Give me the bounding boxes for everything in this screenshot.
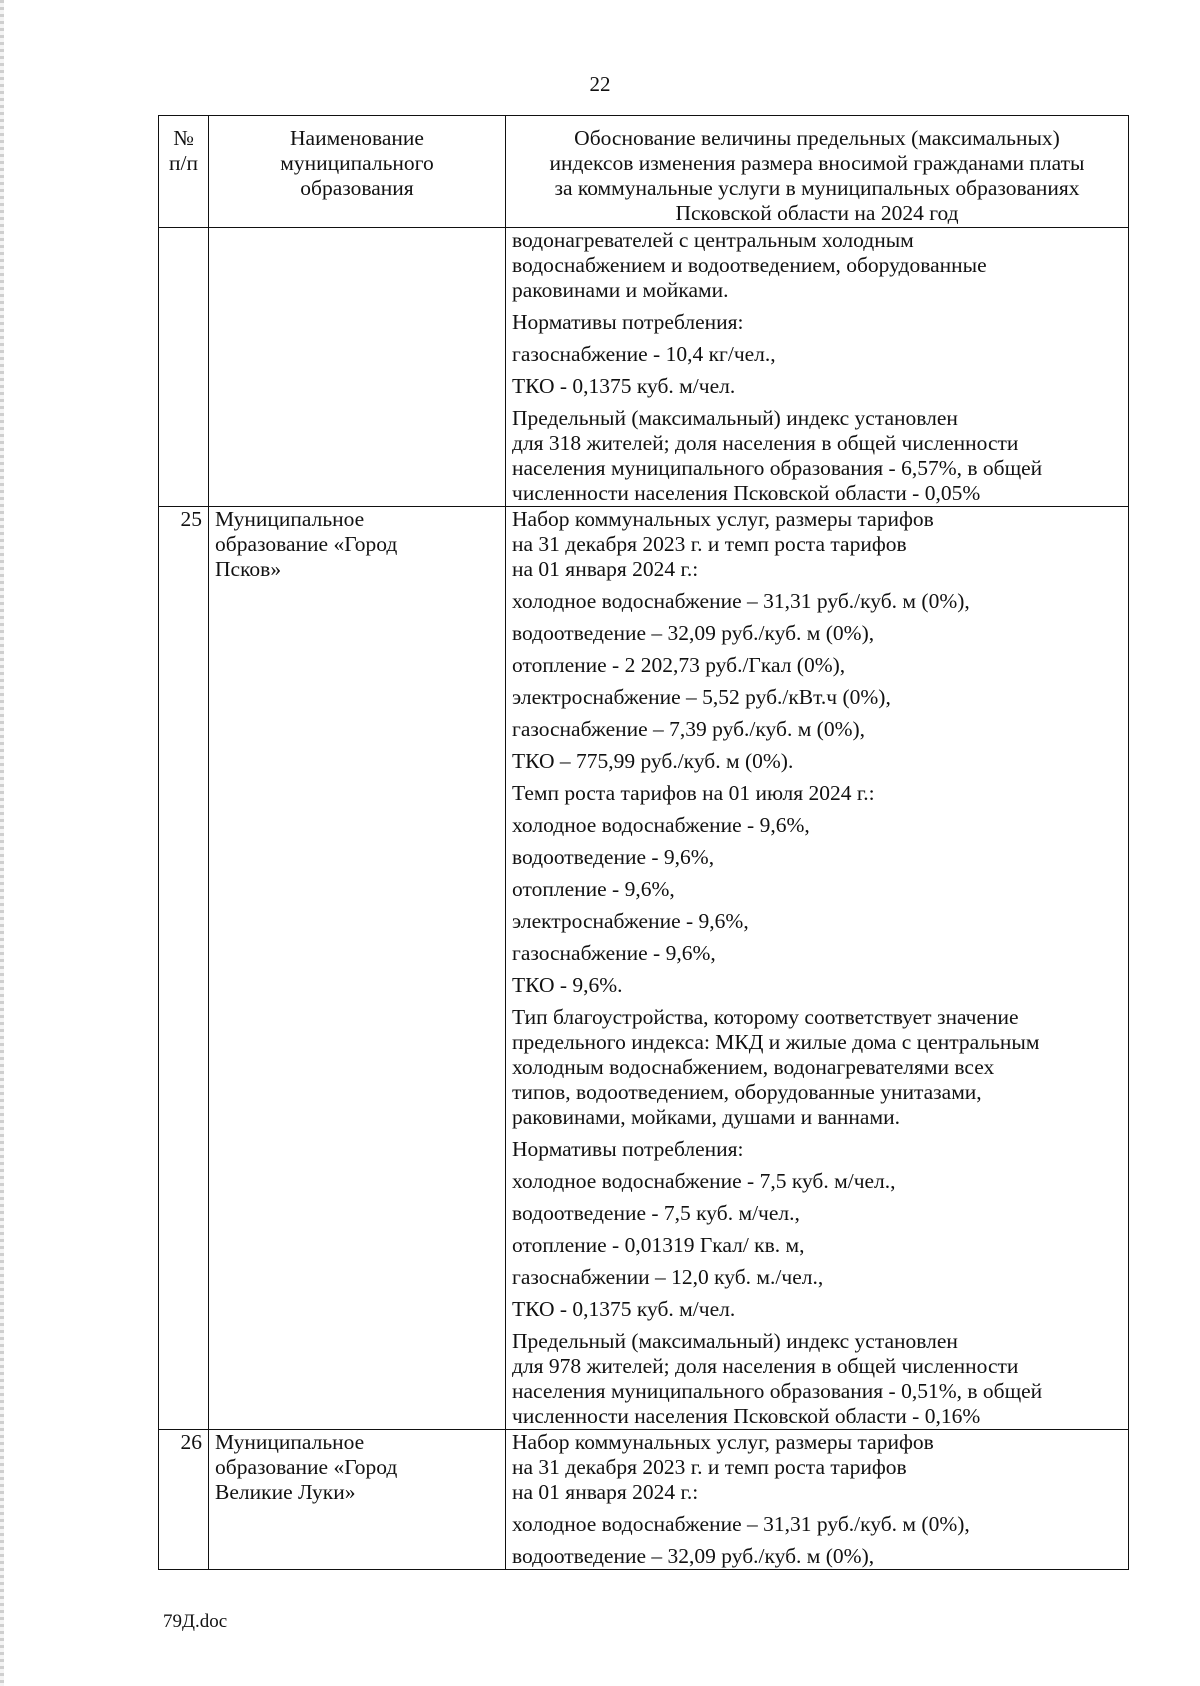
header-basis bbox=[506, 116, 1129, 228]
basis-paragraph: газоснабжение - 10,4 кг/чел., bbox=[512, 342, 776, 366]
basis-paragraph: Набор коммунальных услуг, размеры тарифов на 31 декабря 2023 г. и темп роста тарифов на 01 января 2024 г.: bbox=[512, 507, 934, 581]
header-number-text: № п/п bbox=[169, 126, 198, 175]
basis-paragraph: электроснабжение - 9,6%, bbox=[512, 909, 749, 933]
footer-filename: 79Д.doc bbox=[163, 1611, 228, 1632]
row-number: 26 bbox=[180, 1430, 202, 1454]
row-number: 25 bbox=[180, 507, 202, 531]
header-basis-text: Обоснование величины предельных (максимальных) индексов изменения размера вносимой гражданами платы за коммунальные услуги в муниципальных образованиях Псковской области на 2024 год bbox=[549, 126, 1085, 225]
header-municipality-name bbox=[209, 116, 506, 228]
basis-paragraph: холодное водоснабжение – 31,31 руб./куб. м (0%), bbox=[512, 589, 970, 613]
basis-paragraph: водоотведение – 32,09 руб./куб. м (0%), bbox=[512, 1544, 875, 1568]
basis-paragraph: отопление - 0,01319 Гкал/ кв. м, bbox=[512, 1233, 805, 1257]
municipality-name-cell bbox=[209, 1430, 506, 1570]
table-row bbox=[159, 1430, 1129, 1570]
basis-paragraph: ТКО - 9,6%. bbox=[512, 973, 623, 997]
basis-paragraph: отопление - 2 202,73 руб./Гкал (0%), bbox=[512, 653, 846, 677]
tariff-table bbox=[158, 115, 1129, 1570]
basis-paragraph: водоотведение – 32,09 руб./куб. м (0%), bbox=[512, 621, 875, 645]
basis-cell bbox=[506, 228, 1129, 507]
basis-paragraph: газоснабжение - 9,6%, bbox=[512, 941, 716, 965]
row-number-cell bbox=[159, 1430, 209, 1570]
municipality-name: Муниципальное образование «Город Великие Луки» bbox=[215, 1430, 398, 1504]
basis-paragraph: холодное водоснабжение – 31,31 руб./куб. м (0%), bbox=[512, 1512, 970, 1536]
basis-cell bbox=[506, 507, 1129, 1430]
basis-paragraph: Нормативы потребления: bbox=[512, 1137, 744, 1161]
basis-paragraph: Предельный (максимальный) индекс установлен для 318 жителей; доля населения в общей численности населения муниципального образования - 6,57%, в общей численности населения Псковской области - 0,05% bbox=[512, 406, 1043, 505]
basis-paragraph: водоотведение - 7,5 куб. м/чел., bbox=[512, 1201, 800, 1225]
basis-paragraph: Темп роста тарифов на 01 июля 2024 г.: bbox=[512, 781, 875, 805]
basis-paragraph: Нормативы потребления: bbox=[512, 310, 744, 334]
row-number-cell bbox=[159, 228, 209, 507]
header-row bbox=[159, 116, 1129, 228]
basis-paragraph: водонагревателей с центральным холодным водоснабжением и водоотведением, оборудованные раковинами и мойками. bbox=[512, 228, 987, 302]
basis-paragraph: ТКО – 775,99 руб./куб. м (0%). bbox=[512, 749, 794, 773]
table-row bbox=[159, 507, 1129, 1430]
basis-paragraph: холодное водоснабжение - 9,6%, bbox=[512, 813, 810, 837]
header-municipality-name-text: Наименование муниципального образования bbox=[280, 126, 434, 200]
table-header bbox=[159, 116, 1129, 228]
municipality-name-cell bbox=[209, 507, 506, 1430]
table-body bbox=[159, 228, 1129, 1570]
table-row bbox=[159, 228, 1129, 507]
row-number-cell bbox=[159, 507, 209, 1430]
basis-paragraph: ТКО - 0,1375 куб. м/чел. bbox=[512, 374, 736, 398]
basis-paragraph: холодное водоснабжение - 7,5 куб. м/чел., bbox=[512, 1169, 896, 1193]
basis-paragraph: отопление - 9,6%, bbox=[512, 877, 675, 901]
header-number bbox=[159, 116, 209, 228]
basis-paragraph: Предельный (максимальный) индекс установлен для 978 жителей; доля населения в общей численности населения муниципального образования - 0,51%, в общей численности населения Псковской области - 0,16% bbox=[512, 1329, 1043, 1428]
basis-paragraph: Набор коммунальных услуг, размеры тарифов на 31 декабря 2023 г. и темп роста тарифов на 01 января 2024 г.: bbox=[512, 1430, 934, 1504]
basis-paragraph: электроснабжение – 5,52 руб./кВт.ч (0%), bbox=[512, 685, 891, 709]
basis-cell bbox=[506, 1430, 1129, 1570]
basis-paragraph: газоснабжении – 12,0 куб. м./чел., bbox=[512, 1265, 824, 1289]
basis-paragraph: водоотведение - 9,6%, bbox=[512, 845, 715, 869]
municipality-name: Муниципальное образование «Город Псков» bbox=[215, 507, 398, 581]
scan-edge bbox=[0, 0, 4, 1686]
basis-paragraph: Тип благоустройства, которому соответствует значение предельного индекса: МКД и жилые дома с центральным холодным водоснабжением, водонагревателями всех типов, водоотведением, оборудованные унитазами, раковинами, мойками, душами и ваннами. bbox=[512, 1005, 1040, 1129]
page-number: 22 bbox=[589, 72, 611, 96]
basis-paragraph: газоснабжение – 7,39 руб./куб. м (0%), bbox=[512, 717, 866, 741]
municipality-name-cell bbox=[209, 228, 506, 507]
basis-paragraph: ТКО - 0,1375 куб. м/чел. bbox=[512, 1297, 736, 1321]
